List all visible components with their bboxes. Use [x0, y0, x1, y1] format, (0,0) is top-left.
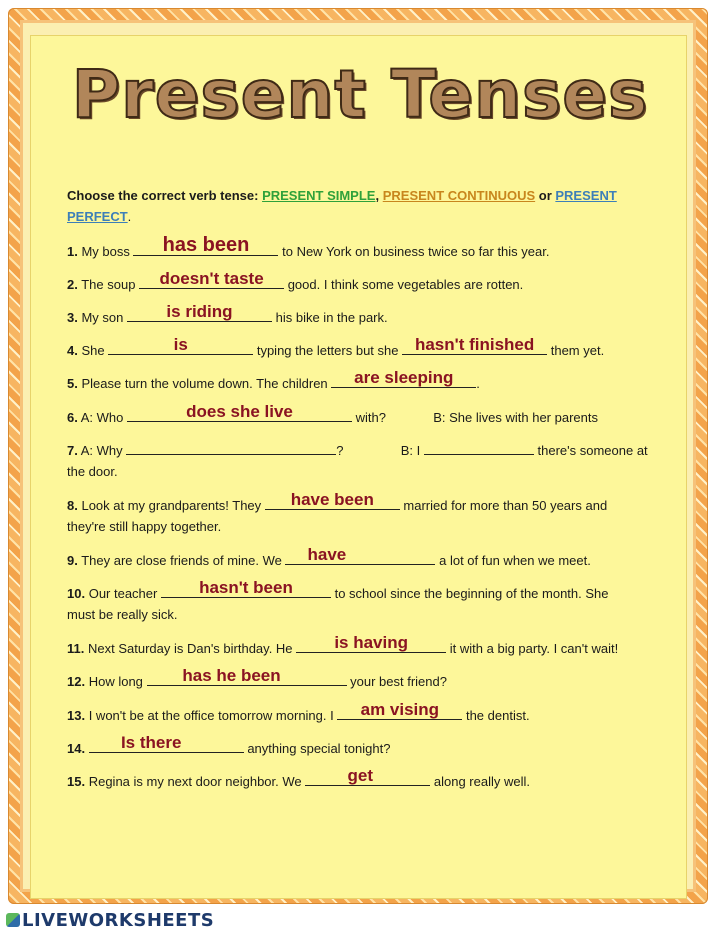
- question-text: anything special tonight?: [247, 741, 391, 756]
- question-text: She: [81, 343, 109, 358]
- question-11: [67, 633, 667, 659]
- answer-field[interactable]: [285, 545, 435, 565]
- question-text: with?: [355, 410, 386, 425]
- question-10: [67, 578, 667, 625]
- question-text: A: Why: [80, 443, 127, 458]
- question-5: [67, 368, 667, 394]
- question-text: B: I: [400, 443, 424, 458]
- question-text: a lot of fun when we meet.: [439, 553, 591, 568]
- question-text: They are close friends of mine. We: [81, 553, 286, 568]
- answer-text: has he been: [182, 666, 281, 685]
- answer-field[interactable]: [265, 490, 400, 510]
- instructions-or: or: [535, 188, 556, 203]
- answer-text: does she live: [186, 402, 293, 421]
- question-text: Regina is my next door neighbor. We: [88, 774, 306, 789]
- question-text: they're still happy together.: [67, 519, 222, 534]
- question-text: to New York on business twice so far this year.: [282, 244, 550, 259]
- question-number: 11.: [67, 641, 85, 656]
- answer-field[interactable]: [126, 438, 336, 455]
- question-number: 5.: [67, 376, 78, 391]
- brand-name: LIVEWORKSHEETS: [22, 909, 215, 931]
- answer-field[interactable]: [89, 733, 244, 753]
- answer-field[interactable]: [296, 633, 446, 653]
- question-text: the dentist.: [465, 708, 530, 723]
- answer-field[interactable]: [305, 766, 430, 786]
- answer-text: have: [307, 545, 347, 564]
- question-text: My son: [81, 310, 127, 325]
- question-13: [67, 700, 667, 726]
- perfect-label: PERFECT: [67, 209, 128, 224]
- question-text: good. I think some vegetables are rotten.: [287, 277, 524, 292]
- question-number: 6.: [67, 410, 78, 425]
- question-3: [67, 302, 667, 328]
- question-text: the door.: [67, 464, 118, 479]
- question-6: [67, 402, 667, 428]
- question-9: [67, 545, 667, 571]
- question-14: [67, 733, 667, 759]
- question-number: 4.: [67, 343, 78, 358]
- question-15: [67, 766, 667, 792]
- question-text: ?: [336, 443, 344, 458]
- question-text: your best friend?: [350, 674, 447, 689]
- question-text: it with a big party. I can't wait!: [449, 641, 619, 656]
- answer-field[interactable]: [161, 578, 331, 598]
- answer-field[interactable]: [133, 234, 278, 256]
- question-number: 13.: [67, 708, 86, 723]
- question-text: A: Who: [80, 410, 127, 425]
- answer-text: is riding: [166, 302, 233, 321]
- answer-text: am vising: [360, 700, 440, 719]
- question-text: How long: [88, 674, 147, 689]
- question-12: [67, 666, 667, 692]
- answer-text: is having: [334, 633, 408, 652]
- question-4: [67, 335, 667, 361]
- question-number: 12.: [67, 674, 86, 689]
- instructions-period: .: [127, 209, 132, 224]
- question-1: [67, 234, 667, 262]
- question-number: 1.: [67, 244, 78, 259]
- instructions-comma: ,: [375, 188, 380, 203]
- answer-text: are sleeping: [354, 368, 454, 387]
- question-text: to school since the beginning of the month. She: [334, 586, 609, 601]
- answer-field-2[interactable]: [402, 335, 547, 355]
- question-text: My boss: [81, 244, 134, 259]
- question-number: 3.: [67, 310, 78, 325]
- answer-text: has been: [162, 234, 250, 256]
- question-number: 14.: [67, 741, 86, 756]
- answer-field[interactable]: [108, 335, 253, 355]
- question-text: Please turn the volume down. The children: [81, 376, 332, 391]
- answer-text: have been: [290, 490, 374, 509]
- question-text: Look at my grandparents! They: [81, 498, 265, 513]
- question-text: along really well.: [433, 774, 530, 789]
- liveworksheets-logo: [6, 909, 214, 931]
- answer-field[interactable]: [139, 269, 284, 289]
- present-label: PRESENT: [555, 188, 617, 203]
- question-number: 9.: [67, 553, 78, 568]
- question-number: 7.: [67, 443, 78, 458]
- question-text: must be really sick.: [67, 607, 178, 622]
- present-continuous-label: PRESENT CONTINUOUS: [382, 188, 536, 203]
- answer-field[interactable]: [147, 666, 347, 686]
- question-text: .: [476, 376, 480, 391]
- question-number: 10.: [67, 586, 86, 601]
- question-text: there's someone at: [537, 443, 648, 458]
- question-text: The soup: [81, 277, 140, 292]
- answer-field[interactable]: [127, 402, 352, 422]
- question-text: them yet.: [550, 343, 605, 358]
- question-text: his bike in the park.: [275, 310, 388, 325]
- answer-text: hasn't finished: [414, 335, 535, 354]
- question-7: [67, 438, 667, 482]
- answer-text: Is there: [120, 733, 182, 752]
- question-text: B: She lives with her parents: [433, 410, 598, 425]
- question-number: 8.: [67, 498, 78, 513]
- question-text: Our teacher: [88, 586, 161, 601]
- instructions: [67, 185, 667, 227]
- liveworksheets-logo-icon: [6, 913, 20, 927]
- worksheet-title: Present Tenses: [71, 56, 649, 133]
- answer-field-2[interactable]: [424, 438, 534, 455]
- question-text: married for more than 50 years and: [403, 498, 608, 513]
- question-8: [67, 490, 667, 537]
- answer-field[interactable]: [337, 700, 462, 720]
- question-text: Next Saturday is Dan's birthday. He: [87, 641, 297, 656]
- question-number: 15.: [67, 774, 86, 789]
- answer-text: get: [347, 766, 373, 785]
- question-number: 2.: [67, 277, 78, 292]
- question-text: I won't be at the office tomorrow morning. I: [88, 708, 338, 723]
- question-text: typing the letters but she: [256, 343, 403, 358]
- instructions-prefix: Choose the correct verb tense:: [67, 188, 263, 203]
- answer-field[interactable]: [331, 368, 476, 388]
- answer-text: is: [173, 335, 188, 354]
- question-2: [67, 269, 667, 295]
- answer-text: hasn't been: [199, 578, 293, 597]
- answer-field[interactable]: [127, 302, 272, 322]
- answer-text: doesn't taste: [159, 269, 264, 288]
- present-simple-label: PRESENT SIMPLE: [262, 188, 376, 203]
